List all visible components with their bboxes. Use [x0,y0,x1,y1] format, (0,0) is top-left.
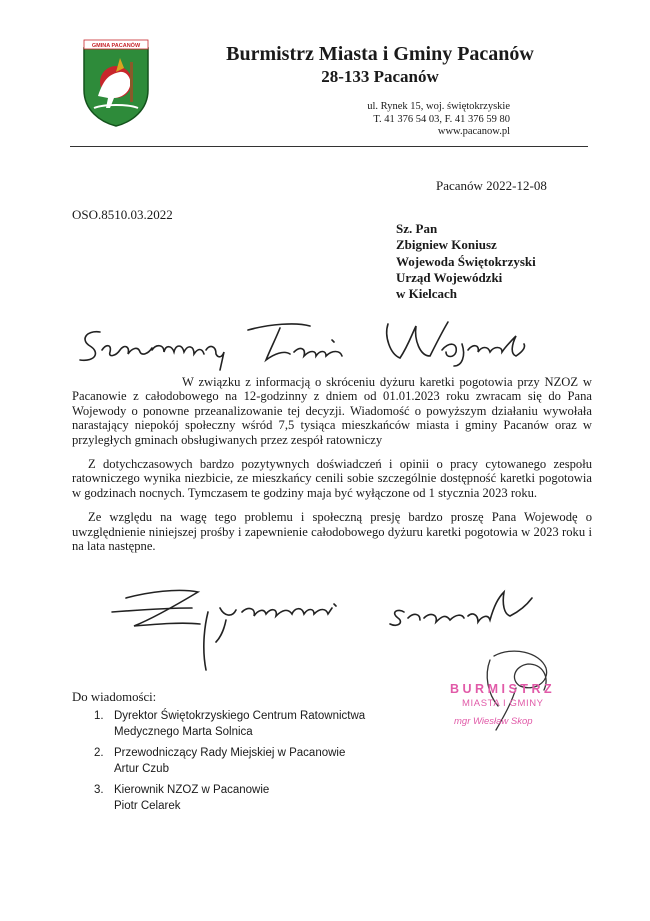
letter-body [72,375,592,553]
letterhead-phone: T. 41 376 54 03, F. 41 376 59 80 [373,113,510,125]
handwritten-salutation [70,310,540,372]
body-paragraph: Ze względu na wagę tego problemu i społeczną presję bardzo proszę Pana Wojewodę o uwzględnienie niniejszej prośby i zapewnienie całodobowego dyżuru karetki pogotowia w 2023 roku i na lata następne. [72,510,592,554]
cc-item [94,745,365,777]
letterhead-title: Burmistrz Miasta i Gminy Pacanów [226,43,534,65]
recipient-line: w Kielcach [396,286,458,302]
recipient-line: Zbigniew Koniusz [396,237,497,253]
cc-item-number: 1. [94,710,104,722]
cc-item-number: 2. [94,747,104,759]
cc-item-number: 3. [94,784,104,796]
cc-item-line: Medycznego Marta Solnica [114,726,253,738]
cc-item [94,782,365,814]
letter-date: Pacanów 2022-12-08 [436,178,547,193]
recipient-block [396,221,536,302]
cc-item-line: Piotr Celarek [114,800,181,812]
recipient-line: Wojewoda Świętokrzyski [396,253,536,269]
body-paragraph: W związku z informacją o skróceniu dyżuru karetki pogotowia przy NZOZ w Pacanowie z całodobowego na 12-godzinny z dniem od 01.01.2023 roku zwracam się do Pana Wojewody o ponowne przeanalizowanie tej decyzji. Wiadomość o powyższym działaniu wywołała narastający niepokój społeczny wśród 7,5 tysiąca mieszkańców miasta i gminy Pacanów oraz w przyległych gminach obsługiwanych przez zespół ratowniczy [72,375,592,447]
cc-label: Do wiadomości: [72,690,157,704]
recipient-line: Urząd Wojewódzki [396,269,503,285]
cc-item-line: Artur Czub [114,763,169,775]
stamp-title: BURMISTRZ [450,682,556,696]
letterhead-divider [70,146,588,147]
letterhead-contact [250,101,510,139]
letterhead-address: ul. Rynek 15, woj. świętokrzyskie [367,101,510,112]
coat-of-arms-logo [80,38,152,128]
body-paragraph: Z dotychczasowych bardzo pozytywnych doświadczeń i opinii o pracy cytowanego zespołu ratowniczego wynika niezbicie, ze mieszkańcy cenili sobie szczególnie dostępność karetki pogotowia w godzinach nocnych. Tymczasem te godziny maja być wyłączone od 1 stycznia 2023 roku. [72,457,592,500]
cc-item-line: Kierownik NZOZ w Pacanowie [114,784,270,796]
cc-item-line: Dyrektor Świętokrzyskiego Centrum Ratownictwa [114,710,366,722]
crest-label: GMINA PACANÓW [91,43,141,49]
reference-number: OSO.8510.03.2022 [72,207,173,222]
stamp-name: mgr Wiesław Skop [454,716,533,727]
cc-item-line: Przewodniczący Rady Miejskiej w Pacanowie [114,747,346,759]
letterhead-postcode: 28-133 Pacanów [321,67,439,86]
cc-list [94,708,365,819]
official-stamp [444,676,574,746]
stamp-subtitle: MIASTA I GMINY [462,698,544,709]
recipient-line: Sz. Pan [396,221,438,236]
cc-item [94,708,365,740]
letterhead-website: www.pacanow.pl [437,126,510,137]
